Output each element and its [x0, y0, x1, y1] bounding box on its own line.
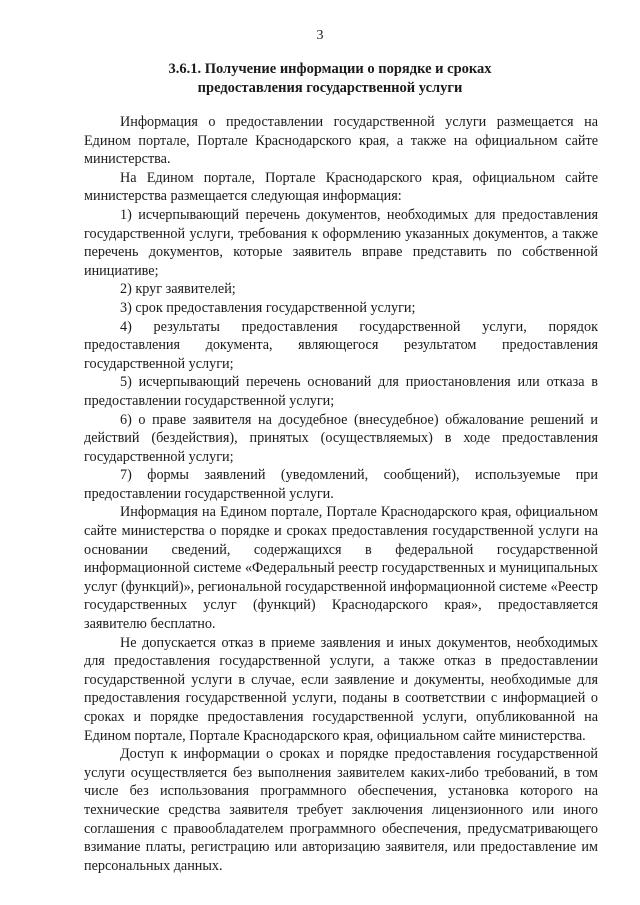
list-item-3: 3) срок предоставления государственной услуги;: [120, 299, 416, 316]
document-body: [84, 113, 598, 875]
page-number: 3: [316, 28, 324, 43]
list-item-5: 5) исчерпывающий перечень оснований для приостановления или отказа в предоставлении государственной услуги;: [84, 374, 598, 409]
paragraph-no-refusal: Не допускается отказ в приеме заявления и иных документов, необходимых для предоставления государственной услуги, а также отказ в предоставлении государственной услуги в случае, если заявление и документы, необходимые для предоставления государственной услуги, поданы в соответствии с информацией о сроках и порядке предоставления государственной услуги, опубликованной на Едином портале, Портале Краснодарского края, официальном сайте министерства.: [84, 634, 598, 744]
list-item-4: 4) результаты предоставления государственной услуги, порядок предоставления документа, являющегося результатом предоставления государственной услуги;: [84, 318, 598, 372]
paragraph-free-of-charge: Информация на Едином портале, Портале Краснодарского края, официальном сайте министерства о порядке и сроках предоставления государственной услуги на основании сведений, содержащихся в федеральной государственной информационной системе «Федеральный реестр государственных и муниципальных услуг (функций)», региональной государственной информационной системе «Реестр государственных услуг (функций) Краснодарского края», предоставляется заявителю бесплатно.: [84, 504, 598, 633]
paragraph-access-conditions: Доступ к информации о сроках и порядке предоставления государственной услуги осуществляется без выполнения заявителем каких-либо требований, в том числе без использования программного обеспечения, установка которого на технические средства заявителя требует заключения лицензионного или иного соглашения с правообладателем программного обеспечения, предусматривающего взимание платы, регистрацию или авторизацию заявителя, или предоставление им персональных данных.: [84, 746, 598, 874]
paragraph-info-list-intro: На Едином портале, Портале Краснодарского края, официальном сайте министерства размещается следующая информация:: [84, 169, 598, 205]
list-item-6: 6) о праве заявителя на досудебное (внесудебное) обжалование решений и действий (бездействия), принятых (осуществляемых) в ходе предоставления государственной услуги;: [84, 411, 598, 465]
list-item-7: 7) формы заявлений (уведомлений, сообщений), используемые при предоставлении государственной услуги.: [84, 467, 598, 502]
section-heading-line-2: предоставления государственной услуги: [197, 80, 463, 96]
list-item-1: 1) исчерпывающий перечень документов, необходимых для предоставления государственной услуги, требования к оформлению указанных документов, а также перечень документов, которые заявитель вправе представить по собственной инициативе;: [84, 206, 598, 279]
paragraph-intro: Информация о предоставлении государственной услуги размещается на Едином портале, Портале Краснодарского края, а также на официальном сайте министерства.: [84, 114, 598, 168]
section-heading: [110, 60, 550, 98]
list-item-2: 2) круг заявителей;: [120, 281, 236, 298]
section-heading-line-1: 3.6.1. Получение информации о порядке и сроках: [168, 61, 492, 77]
